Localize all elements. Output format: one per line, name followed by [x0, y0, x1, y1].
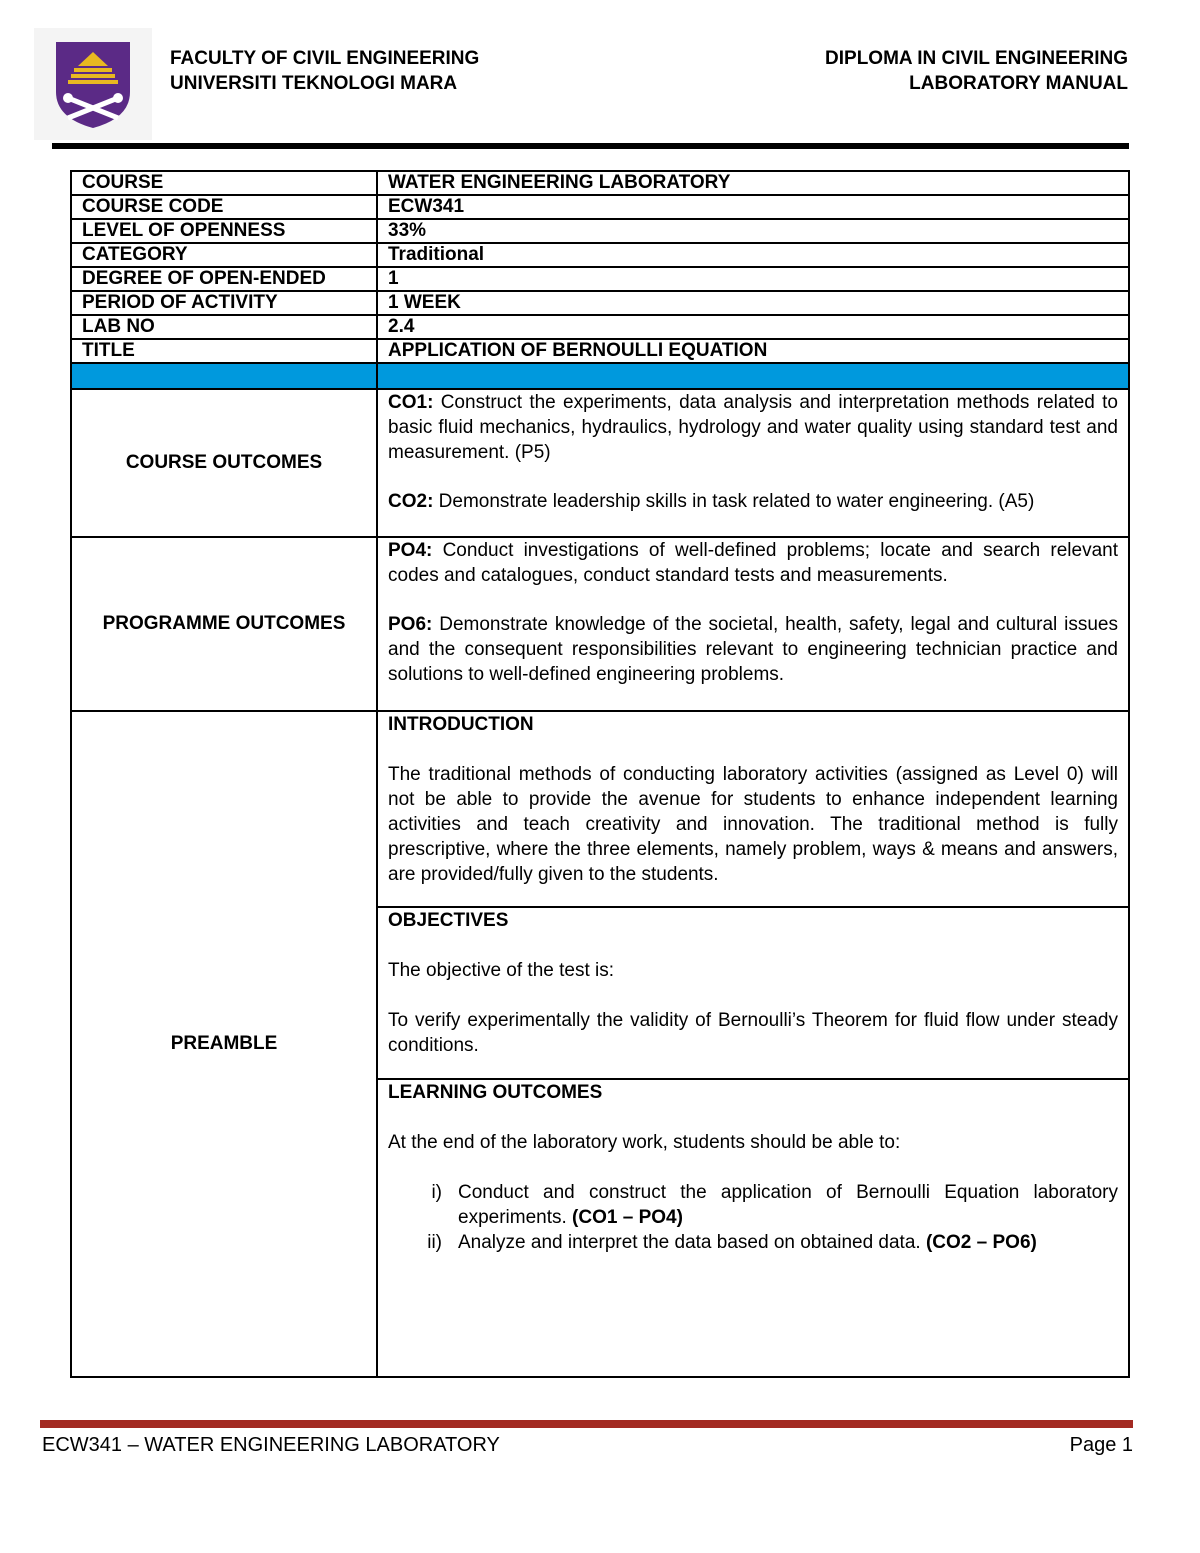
row-label: PERIOD OF ACTIVITY — [71, 291, 377, 315]
header-left — [170, 46, 479, 96]
header-divider — [52, 143, 1129, 149]
row-label: DEGREE OF OPEN-ENDED — [71, 267, 377, 291]
row-label: CATEGORY — [71, 243, 377, 267]
item-tag: (CO1 – PO4) — [572, 1207, 683, 1228]
manual-name: LABORATORY MANUAL — [909, 73, 1128, 94]
po6-code: PO6: — [388, 614, 433, 635]
course-outcomes-row — [71, 389, 1129, 537]
section-separator — [71, 363, 1129, 389]
objectives-text: To verify experimentally the validity of Bernoulli’s Theorem for fluid flow under steady conditions. — [388, 1010, 1118, 1056]
row-category — [71, 243, 1129, 267]
row-label: LAB NO — [71, 315, 377, 339]
row-label: COURSE — [71, 171, 377, 195]
po4-text: Conduct investigations of well-defined problems; locate and search relevant codes and catalogues, conduct standard tests and measurements. — [388, 540, 1118, 586]
po6 — [388, 612, 1118, 687]
row-value: WATER ENGINEERING LABORATORY — [377, 171, 1129, 195]
row-course — [71, 171, 1129, 195]
co1-text: Construct the experiments, data analysis and interpretation methods related to basic fluid mechanics, hydraulics, hydrology and water quality using standard test and measurement. (P5) — [388, 392, 1118, 463]
co2-code: CO2: — [388, 491, 434, 512]
faculty-name: FACULTY OF CIVIL ENGINEERING — [170, 48, 480, 69]
row-title — [71, 339, 1129, 363]
footer-course: ECW341 – WATER ENGINEERING LABORATORY — [42, 1434, 500, 1456]
row-value: APPLICATION OF BERNOULLI EQUATION — [377, 339, 1129, 363]
preamble-label: PREAMBLE — [71, 711, 377, 1377]
footer-divider — [40, 1420, 1133, 1428]
objectives-title: OBJECTIVES — [388, 910, 509, 931]
objectives-lead: The objective of the test is: — [388, 960, 615, 981]
row-label: TITLE — [71, 339, 377, 363]
po4 — [388, 538, 1118, 588]
programme-outcomes-cell — [377, 537, 1129, 711]
course-outcomes-label: COURSE OUTCOMES — [71, 389, 377, 537]
introduction-title: INTRODUCTION — [388, 714, 534, 735]
learning-outcomes-cell — [377, 1079, 1129, 1377]
row-value: 1 WEEK — [377, 291, 1129, 315]
row-value: 2.4 — [377, 315, 1129, 339]
co1-code: CO1: — [388, 392, 434, 413]
row-label: COURSE CODE — [71, 195, 377, 219]
co2 — [388, 489, 1118, 514]
course-info-table — [70, 170, 1130, 1378]
learning-outcomes-lead: At the end of the laboratory work, students should be able to: — [388, 1132, 901, 1153]
item-number: ii) — [427, 1232, 442, 1253]
row-lab-no — [71, 315, 1129, 339]
introduction-row — [71, 711, 1129, 907]
row-value: 1 — [377, 267, 1129, 291]
po6-text: Demonstrate knowledge of the societal, health, safety, legal and cultural issues and the consequent responsibilities relevant to engineering technician practice and solutions to well-defined engineering problems. — [388, 614, 1118, 685]
item-tag: (CO2 – PO6) — [925, 1232, 1037, 1253]
row-value: 33% — [377, 219, 1129, 243]
course-outcomes-cell — [377, 389, 1129, 537]
item-text: Conduct and construct the application of Bernoulli Equation laboratory experiments. — [458, 1182, 1118, 1228]
uitm-logo — [54, 40, 132, 130]
item-number: i) — [431, 1182, 442, 1203]
row-value: Traditional — [377, 243, 1129, 267]
introduction-text: The traditional methods of conducting laboratory activities (assigned as Level 0) will not be able to provide the avenue for students to enhance independent learning activities and teach creativity and innovation. The traditional method is fully prescriptive, where the three elements, namely problem, ways & means and answers, are provided/fully given to the students. — [388, 764, 1118, 885]
programme-outcomes-label: PROGRAMME OUTCOMES — [71, 537, 377, 711]
po4-code: PO4: — [388, 540, 433, 561]
learning-outcome-item — [388, 1180, 1118, 1230]
row-course-code — [71, 195, 1129, 219]
header-right — [825, 46, 1128, 96]
row-level-of-openness — [71, 219, 1129, 243]
page-number: Page 1 — [1069, 1434, 1133, 1456]
learning-outcomes-title: LEARNING OUTCOMES — [388, 1082, 603, 1103]
row-degree-open-ended — [71, 267, 1129, 291]
introduction-cell — [377, 711, 1129, 907]
programme-name: DIPLOMA IN CIVIL ENGINEERING — [825, 48, 1128, 69]
learning-outcome-item — [388, 1230, 1118, 1255]
objectives-cell — [377, 907, 1129, 1079]
row-value: ECW341 — [377, 195, 1129, 219]
co2-text: Demonstrate leadership skills in task related to water engineering. (A5) — [433, 491, 1035, 512]
row-label: LEVEL OF OPENNESS — [71, 219, 377, 243]
programme-outcomes-row — [71, 537, 1129, 711]
row-period-of-activity — [71, 291, 1129, 315]
item-text: Analyze and interpret the data based on obtained data. — [458, 1232, 926, 1253]
co1 — [388, 390, 1118, 465]
university-name: UNIVERSITI TEKNOLOGI MARA — [170, 73, 458, 94]
logo-area — [34, 28, 152, 140]
